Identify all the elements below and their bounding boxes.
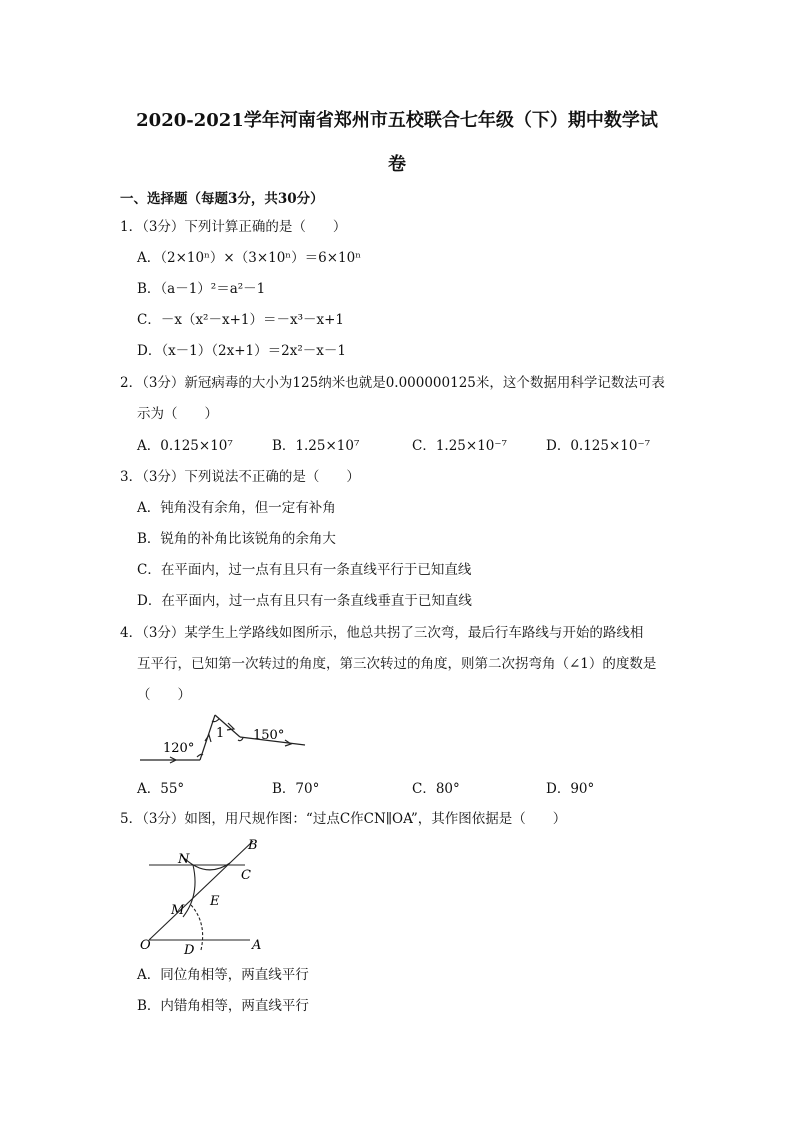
q4-angle-1-label: 1	[216, 726, 225, 741]
q5-label-b: B	[248, 838, 258, 853]
q4-route-figure	[135, 705, 315, 765]
q5-label-d: D	[184, 943, 195, 958]
q5-label-n: N	[178, 852, 190, 867]
q1-option-b: B．（a－1）²＝a²－1	[137, 281, 266, 297]
q2-option-a: A．0.125×10⁷	[137, 438, 233, 454]
q4-angle-150-label: 150°	[253, 728, 285, 743]
q5-label-c: C	[241, 868, 251, 883]
q3-option-a: A．钝角没有余角，但一定有补角	[137, 500, 336, 516]
q2-option-b: B．1.25×10⁷	[272, 438, 360, 454]
q2-option-c: C．1.25×10⁻⁷	[412, 438, 507, 454]
q4-stem-line2: 互平行，已知第一次转过的角度，第三次转过的角度，则第二次拐弯角（∠1）的度数是	[137, 656, 657, 672]
q4-option-a: A．55°	[137, 781, 185, 797]
q3-option-c: C．在平面内，过一点有且只有一条直线平行于已知直线	[137, 562, 472, 578]
q3-option-d: D．在平面内，过一点有且只有一条直线垂直于已知直线	[137, 593, 472, 609]
q5-option-a: A．同位角相等，两直线平行	[137, 967, 309, 983]
q5-label-e: E	[210, 894, 220, 909]
q4-stem-line1: 4．（3分）某学生上学路线如图所示，他总共拐了三次弯，最后行车路线与开始的路线相	[120, 625, 644, 641]
q3-stem: 3．（3分）下列说法不正确的是（ ）	[120, 469, 360, 485]
paper-title-line2: 卷	[388, 154, 406, 175]
q1-option-d: D．（x－1）（2x+1）＝2x²－x－1	[137, 343, 346, 359]
q2-option-d: D．0.125×10⁻⁷	[546, 438, 650, 454]
q4-option-d: D．90°	[546, 781, 595, 797]
q1-stem: 1．（3分）下列计算正确的是（ ）	[120, 219, 347, 235]
q5-label-o: O	[140, 938, 151, 953]
q1-option-c: C．－x（x²－x+1）＝－x³－x+1	[137, 312, 345, 328]
q4-angle-120-label: 120°	[163, 741, 195, 756]
q1-option-a: A．（2×10ⁿ）×（3×10ⁿ）＝6×10ⁿ	[137, 250, 362, 266]
q5-stem: 5．（3分）如图，用尺规作图：“过点C作CN∥OA”，其作图依据是（ ）	[120, 811, 567, 827]
q2-stem-line2: 示为（ ）	[137, 406, 218, 422]
section-heading: 一、选择题（每题3分，共30分）	[120, 191, 324, 207]
paper-title-line1: 2020-2021学年河南省郑州市五校联合七年级（下）期中数学试	[136, 110, 658, 131]
q5-label-a: A	[252, 938, 262, 953]
q4-option-b: B．70°	[272, 781, 320, 797]
q4-option-c: C．80°	[412, 781, 460, 797]
q3-option-b: B．锐角的补角比该锐角的余角大	[137, 531, 336, 547]
q5-option-b: B．内错角相等，两直线平行	[137, 998, 309, 1014]
q5-construction-figure	[135, 835, 275, 960]
q5-label-m: M	[171, 903, 185, 918]
q4-stem-line3: （ ）	[137, 687, 191, 703]
q2-stem-line1: 2．（3分）新冠病毒的大小为125纳米也就是0.000000125米，这个数据用科学记数法可表	[120, 375, 665, 391]
